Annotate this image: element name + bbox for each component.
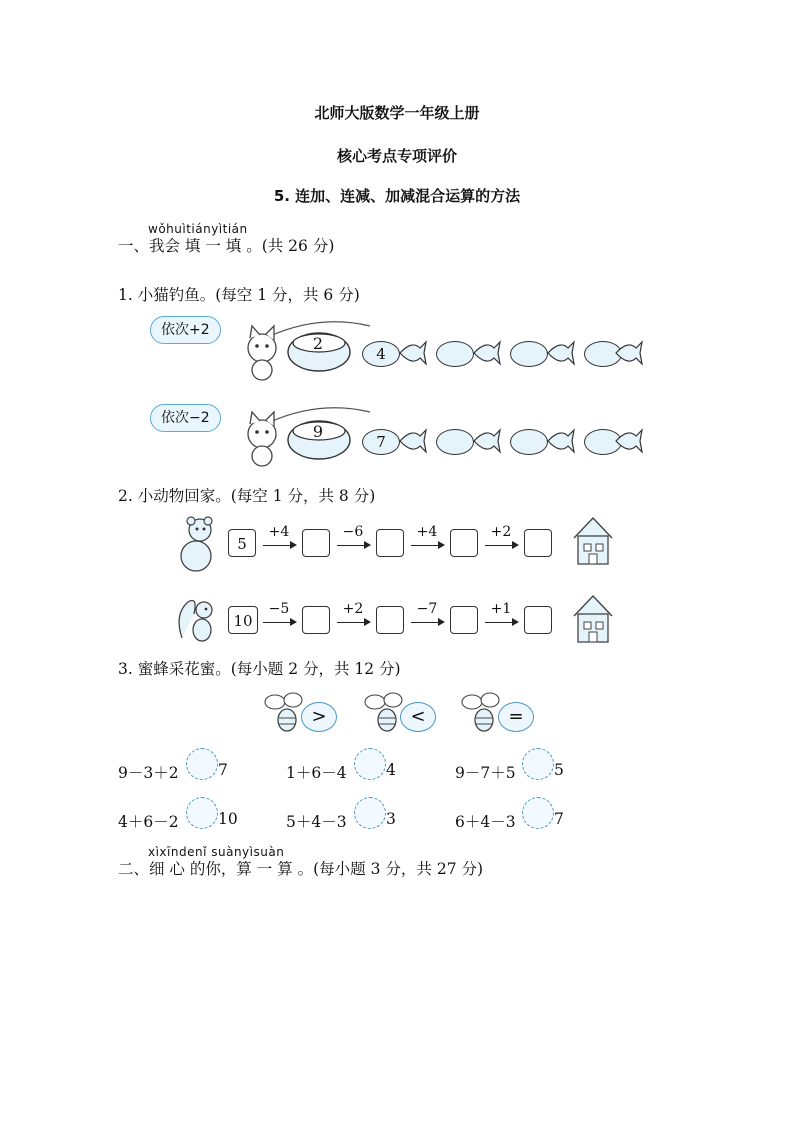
section1-pinyin: wǒhuìtiányìtián	[148, 222, 248, 236]
comparison-right: 7	[554, 810, 564, 828]
right-arrow-icon	[485, 545, 517, 546]
comparison-right: 7	[218, 761, 228, 779]
comparison-right: 10	[218, 810, 238, 828]
comparison-right: 4	[386, 761, 396, 779]
house-icon	[570, 512, 616, 568]
section2-title: 二、细 心 的你，算 一 算 。(每小题 3 分，共 27 分)	[118, 860, 484, 878]
sign-cloud: >	[301, 702, 337, 732]
fish-tail-icon	[546, 426, 576, 456]
comparison-bubble[interactable]	[522, 748, 554, 780]
comparison-bubble[interactable]	[354, 748, 386, 780]
fish-answer-oval: 4	[362, 341, 400, 367]
right-arrow-icon	[263, 545, 295, 546]
fish-tail-icon	[398, 426, 428, 456]
fish-tail-icon	[614, 426, 644, 456]
comparison-bubble[interactable]	[186, 748, 218, 780]
start-number-box: 5	[228, 529, 256, 557]
fish-tail-icon	[472, 426, 502, 456]
comparison-bubble[interactable]	[522, 797, 554, 829]
comparison-right: 3	[386, 810, 396, 828]
fish-answer-oval[interactable]	[436, 429, 474, 455]
operation-label: +1	[490, 601, 512, 617]
operation-label: −6	[342, 524, 364, 540]
sign-cloud: <	[400, 702, 436, 732]
comparison-left: 4＋6－2	[118, 813, 179, 831]
fish-tail-icon	[546, 338, 576, 368]
right-arrow-icon	[263, 622, 295, 623]
q1-title: 1. 小猫钓鱼。(每空 1 分，共 6 分)	[118, 286, 360, 304]
fish-tail-icon	[614, 338, 644, 368]
sign-cloud: =	[498, 702, 534, 732]
comparison-bubble[interactable]	[354, 797, 386, 829]
answer-box[interactable]	[524, 529, 552, 557]
fish-answer-oval[interactable]	[510, 341, 548, 367]
bucket-number: 9	[312, 422, 324, 441]
section1-title: 一、我会 填 一 填 。(共 26 分)	[118, 237, 335, 255]
fish-answer-oval[interactable]	[510, 429, 548, 455]
answer-box[interactable]	[302, 606, 330, 634]
answer-box[interactable]	[450, 606, 478, 634]
worksheet-subtitle: 核心考点专项评价	[336, 147, 457, 165]
operation-label: +4	[416, 524, 438, 540]
operation-label: +2	[490, 524, 512, 540]
comparison-left: 5＋4－3	[286, 813, 347, 831]
right-arrow-icon	[337, 622, 369, 623]
comparison-left: 9－3＋2	[118, 764, 179, 782]
operation-label: +2	[342, 601, 364, 617]
bucket-number: 2	[312, 334, 324, 353]
comparison-left: 9－7＋5	[455, 764, 516, 782]
answer-box[interactable]	[376, 529, 404, 557]
fish-answer-oval: 7	[362, 429, 400, 455]
fish-tail-icon	[472, 338, 502, 368]
squirrel-illustration	[176, 594, 218, 644]
bear-illustration	[176, 516, 218, 574]
answer-box[interactable]	[450, 529, 478, 557]
worksheet-series-title: 北师大版数学一年级上册	[314, 104, 480, 122]
rule-cloud: 依次+2	[150, 316, 221, 344]
answer-box[interactable]	[302, 529, 330, 557]
comparison-left: 1＋6－4	[286, 764, 347, 782]
answer-box[interactable]	[376, 606, 404, 634]
right-arrow-icon	[485, 622, 517, 623]
rule-cloud: 依次−2	[150, 404, 221, 432]
q3-title: 3. 蜜蜂采花蜜。(每小题 2 分，共 12 分)	[118, 660, 401, 678]
start-number-box: 10	[228, 606, 258, 634]
fish-answer-oval[interactable]	[436, 341, 474, 367]
right-arrow-icon	[411, 545, 443, 546]
bee-icon	[460, 688, 504, 734]
fish-tail-icon	[398, 338, 428, 368]
q2-title: 2. 小动物回家。(每空 1 分，共 8 分)	[118, 487, 376, 505]
comparison-bubble[interactable]	[186, 797, 218, 829]
comparison-right: 5	[554, 761, 564, 779]
worksheet-topic: 5. 连加、连减、加减混合运算的方法	[273, 187, 521, 205]
house-icon	[570, 590, 616, 646]
answer-box[interactable]	[524, 606, 552, 634]
comparison-left: 6＋4－3	[455, 813, 516, 831]
bee-icon	[263, 688, 307, 734]
operation-label: +4	[268, 524, 290, 540]
section2-pinyin: xìxīndenǐ suànyìsuàn	[148, 845, 285, 859]
right-arrow-icon	[411, 622, 443, 623]
right-arrow-icon	[337, 545, 369, 546]
operation-label: −5	[268, 601, 290, 617]
operation-label: −7	[416, 601, 438, 617]
